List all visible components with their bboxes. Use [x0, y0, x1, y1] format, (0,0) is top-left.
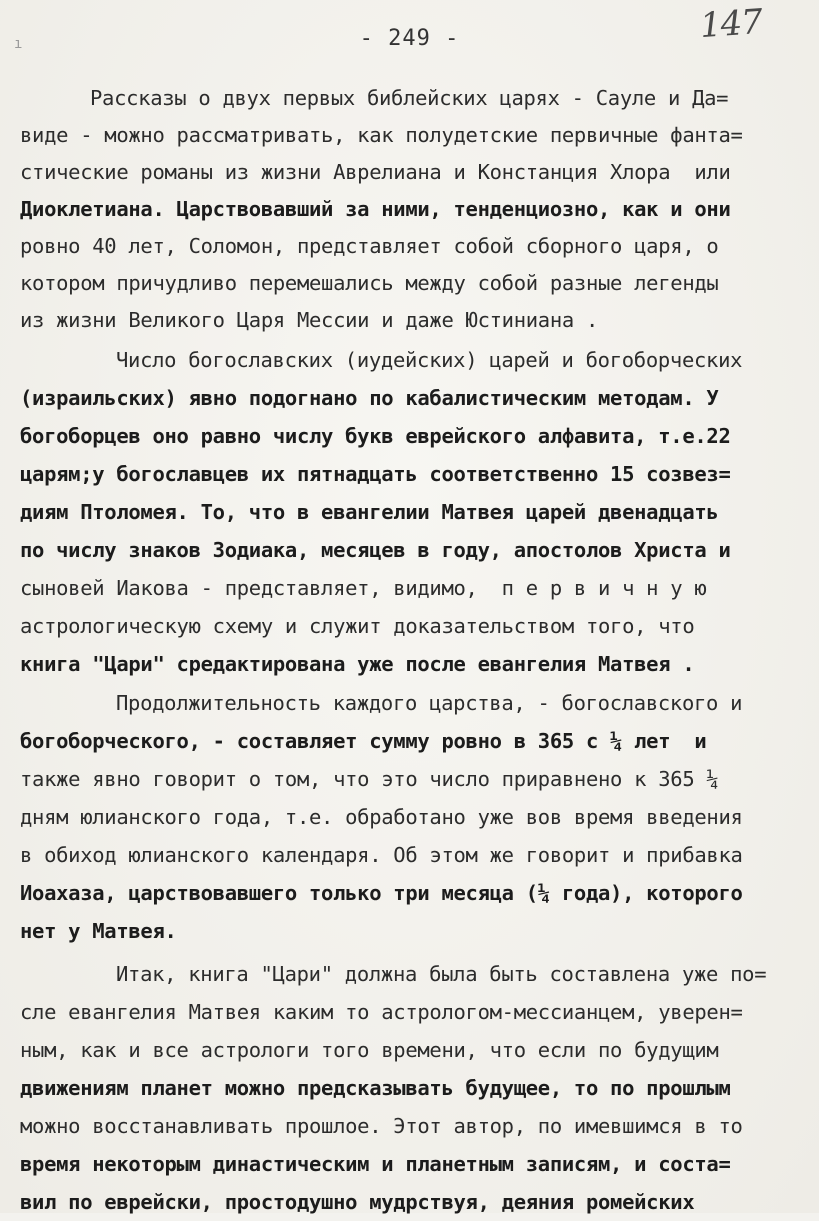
text-line: Продолжительность каждого царства, - богославского и: [116, 691, 743, 715]
text-line: Итак, книга "Цари" должна была быть составлена уже по=: [116, 962, 767, 986]
text-line: сле евангелия Матвея каким то астрологом-мессианцем, уверен=: [20, 1000, 743, 1024]
text-line: дням юлианского года, т.е. обработано уже вов время введения: [20, 805, 743, 829]
text-line: Число богославских (иудейских) царей и богоборческих: [116, 348, 743, 372]
text-line: сыновей Иакова - представляет, видимо, п е р в и ч н у ю: [20, 576, 707, 600]
text-line: можно восстанавливать прошлое. Этот автор, по имевшимся в то: [20, 1114, 743, 1138]
text-line: из жизни Великого Царя Мессии и даже Юстиниана .: [20, 308, 599, 332]
text-line: по числу знаков Зодиака, месяцев в году, апостолов Христа и: [20, 538, 731, 562]
handwritten-page-number: 147: [698, 1, 764, 47]
text-line: диям Птоломея. То, что в евангелии Матвея царей двенадцать: [20, 500, 719, 524]
text-line: царям;у богославцев их пятнадцать соответственно 15 созвез=: [20, 462, 731, 486]
text-line: также явно говорит о том, что это число приравнено к 365 ¼: [20, 767, 719, 791]
text-line: в обиход юлианского календаря. Об этом же говорит и прибавка: [20, 843, 743, 867]
margin-mark: ı: [14, 36, 23, 52]
text-line: книга "Цари" средактирована уже после евангелия Матвея .: [20, 652, 695, 676]
text-line: богоборцев оно равно числу букв еврейского алфавита, т.е.22: [20, 424, 731, 448]
text-line: (израильских) явно подогнано по кабалистическим методам. У: [20, 386, 719, 410]
text-line: стические романы из жизни Аврелиана и Констанция Хлора или: [20, 160, 731, 184]
text-line: движениям планет можно предсказывать будущее, то по прошлым: [20, 1076, 731, 1100]
text-line: котором причудливо перемешались между собой разные легенды: [20, 271, 719, 295]
text-line: Диоклетиана. Царствовавший за ними, тенденциозно, как и они: [20, 197, 731, 221]
text-line: богоборческого, - составляет сумму ровно в 365 с ¼ лет и: [20, 729, 707, 753]
text-line: виде - можно рассматривать, как полудетские первичные фанта=: [20, 123, 743, 147]
text-line: астрологическую схему и служит доказательством того, что: [20, 614, 695, 638]
text-line: Рассказы о двух первых библейских царях - Сауле и Да=: [90, 86, 729, 110]
text-line: время некоторым династическим и планетным записям, и соста=: [20, 1152, 731, 1176]
text-line: вил по еврейски, простодушно мудрствуя, деяния ромейских: [20, 1190, 695, 1214]
text-line: ровно 40 лет, Соломон, представляет собой сборного царя, о: [20, 234, 719, 258]
page-number: - 249 -: [359, 26, 460, 51]
text-line: нет у Матвея.: [20, 919, 177, 943]
text-line: Иоахаза, царствовавшего только три месяца (¼ года), которого: [20, 881, 743, 905]
text-line: ным, как и все астрологи того времени, что если по будущим: [20, 1038, 719, 1062]
